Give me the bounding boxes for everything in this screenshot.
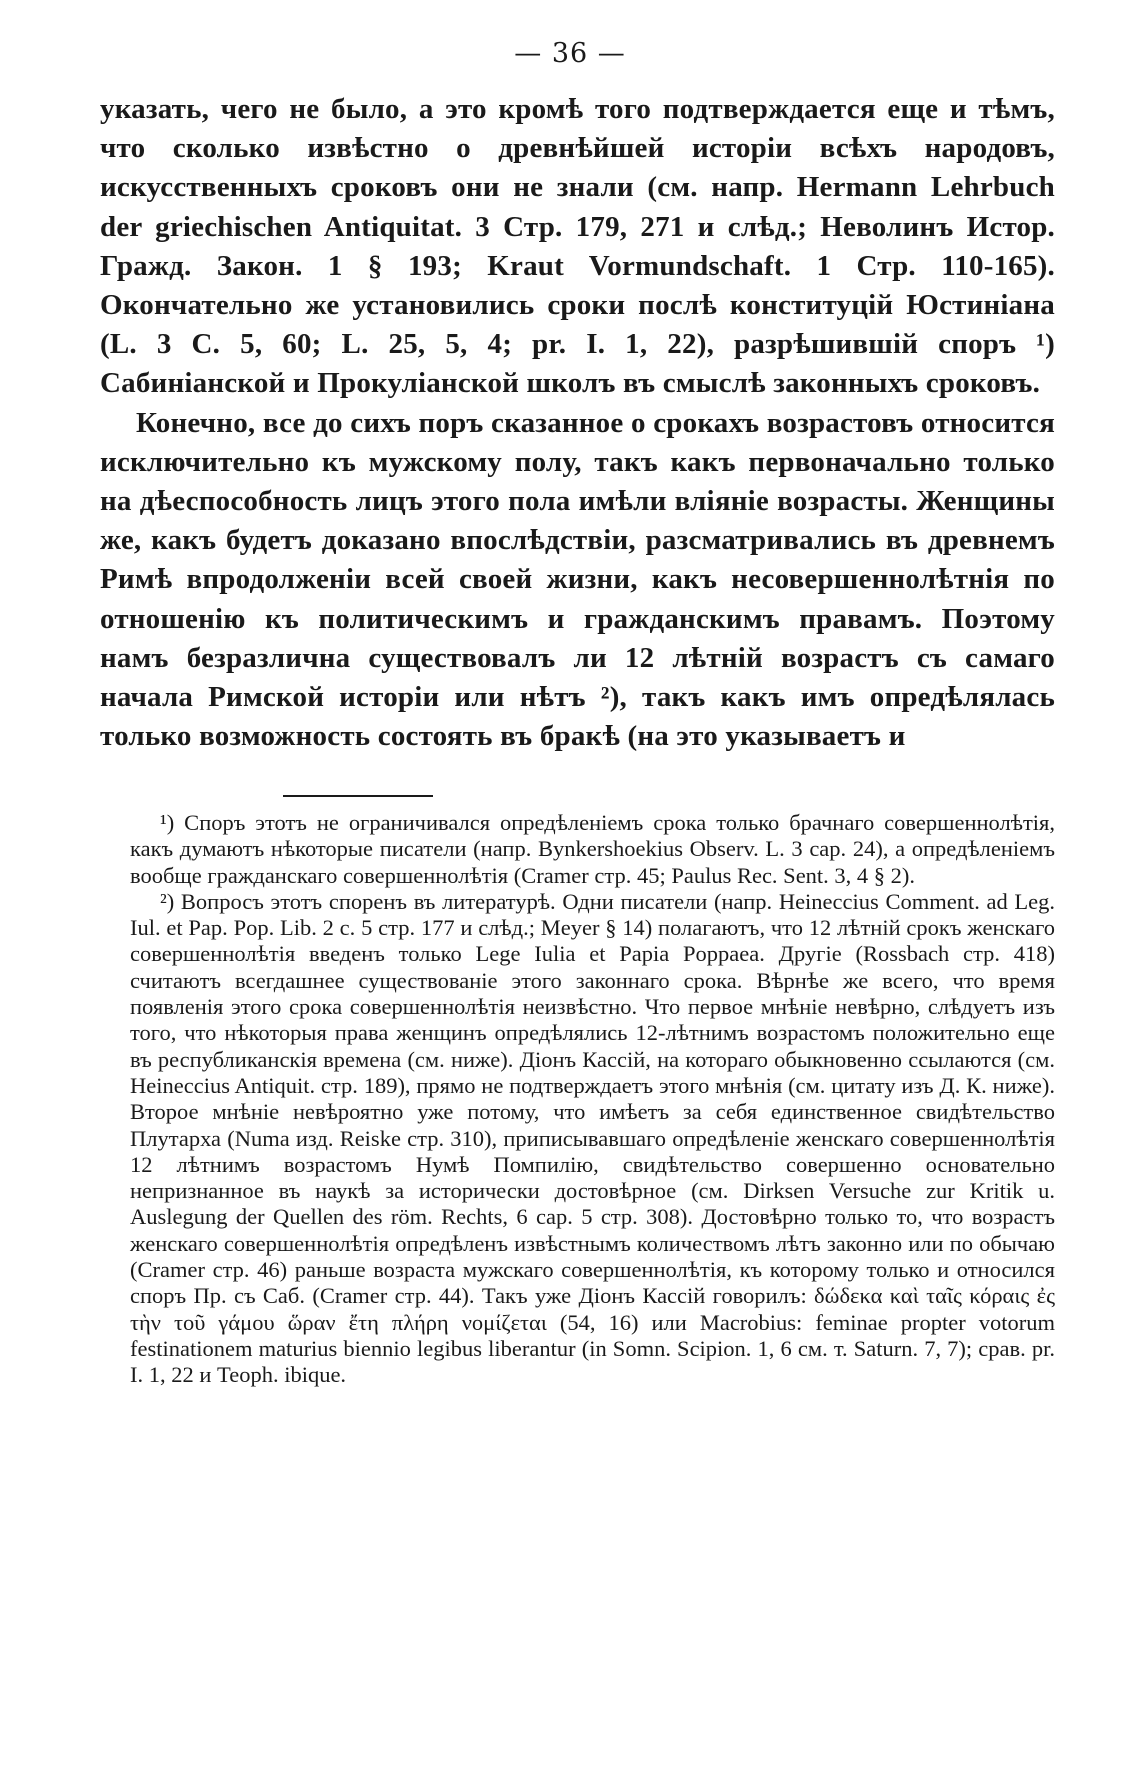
footnote-1: ¹) Споръ этотъ не ограничивался опредѣленiемъ срока только брачнаго совершеннолѣтiя, какъ думаютъ нѣкоторые писатели (напр. Bynkershoekius Observ. L. 3 cap. 24), а опредѣленiемъ вообще гражданскаго совершеннолѣтiя (Cramer стр. 45; Paulus Rec. Sent. 3, 4 § 2). <box>130 810 1055 888</box>
page-number: — 36 — <box>514 38 626 69</box>
footnotes <box>130 810 1055 1389</box>
paragraph-1: указать, чего не было, а это кромѣ того подтверждается еще и тѣмъ, что сколько извѣстно о древнѣйшей исторiи всѣхъ народовъ, искусственныхъ сроковъ они не знали (см. напр. Hermann Lehrbuch der griechischen Antiquitat. 3 Стр. 179, 271 и слѣд.; Неволинъ Истор. Гражд. Закон. 1 § 193; Kraut Vormundschaft. 1 Стр. 110-165). Окончательно же установились сроки послѣ конституцiй Юстинiана (L. 3 C. 5, 60; L. 25, 5, 4; pr. I. 1, 22), разрѣшившiй споръ ¹) Сабинiанской и Прокулiанской школъ въ смыслѣ законныхъ сроковъ. <box>100 93 1055 400</box>
paragraph-2: Конечно, все до сихъ поръ сказанное о срокахъ возрастовъ относится исключительно къ мужскому полу, такъ какъ первоначально только на дѣеспособность лицъ этого пола имѣли влiянiе возрасты. Женщины же, какъ будетъ доказано впослѣдствiи, разсматривались въ древнемъ Римѣ впродолженiи всей своей жизни, какъ несовершеннолѣтнiя по отношенiю къ политическимъ и гражданскимъ правамъ. Поэтому намъ безразлична существовалъ ли 12 лѣтнiй возрастъ съ самаго начала Римской исторiи или нѣтъ ²), такъ какъ имъ опредѣлялась только возможность состоять въ бракѣ (на это указываетъ и <box>100 406 1055 753</box>
main-text <box>100 90 1055 756</box>
footnote-divider <box>283 795 433 797</box>
footnote-2: ²) Вопросъ этотъ споренъ въ литературѣ. Одни писатели (напр. Heineccius Comment. ad Leg. Iul. et Pap. Pop. Lib. 2 с. 5 стр. 177 и слѣд.; Meyer § 14) полагаютъ, что 12 лѣтнiй срокъ женскаго совершеннолѣтiя введенъ только Lege Iulia et Papia Poppaea. Другiе (Rossbach стр. 418) считаютъ всегдашнее существованiе этого законнаго срока. Вѣрнѣе же всего, что время появленiя этого срока совершеннолѣтiя неизвѣстно. Что первое мнѣнiе невѣрно, слѣдуетъ изъ того, что нѣкоторыя права женщинъ опредѣлялись 12-лѣтнимъ возрастомъ положительно еще въ республиканскiя времена (см. ниже). Дiонъ Кассiй, на котораго обыкновенно ссылаются (см. Heineccius Antiquit. стр. 189), прямо не подтверждаетъ этого мнѣнiя (см. цитату изъ Д. К. ниже). Второе мнѣнiе невѣроятно уже потому, что имѣетъ за себя единственное свидѣтельство Плутарха (Numa изд. Reiske стр. 310), приписывавшаго опредѣленiе женскаго совершеннолѣтiя 12 лѣтнимъ возрастомъ Нумѣ Помпилiю, свидѣтельство совершенно основательно непризнанное въ наукѣ за исторически достовѣрное (см. Dirksen Versuche zur Kritik u. Auslegung der Quellen des röm. Rechts, 6 cap. 5 стр. 308). Достовѣрно только то, что возрастъ женскаго совершеннолѣтiя опредѣленъ извѣстнымъ количествомъ лѣтъ законно или по обычаю (Cramer стр. 46) раньше возраста мужскаго совершеннолѣтiя, къ которому только и относился споръ Пр. съ Саб. (Cramer стр. 44). Такъ уже Дiонъ Кассiй говорилъ: δώδεκα καὶ ταῖς κόραις ἐς τὴν τοῦ γάμου ὥραν ἔτη πλήρη νομίζεται (54, 16) или Macrobius: feminae propter votorum festinationem maturius biennio legibus liberantur (in Somn. Scipion. 1, 6 см. т. Saturn. 7, 7); срав. pr. I. 1, 22 и Teoph. ibique. <box>130 888 1055 1388</box>
